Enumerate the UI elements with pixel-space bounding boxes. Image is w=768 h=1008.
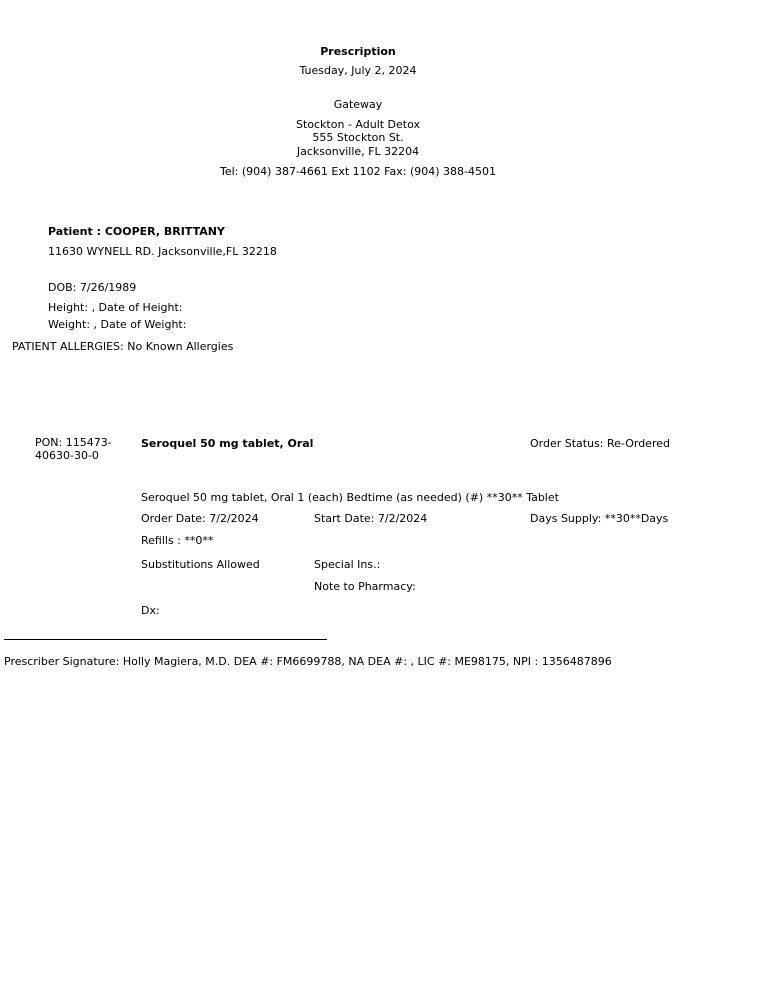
refills: Refills : **0** xyxy=(141,534,214,547)
substitutions: Substitutions Allowed xyxy=(141,558,260,571)
facility-contact: Tel: (904) 387-4661 Ext 1102 Fax: (904) 388-4501 xyxy=(220,165,496,178)
patient-address: 11630 WYNELL RD. Jacksonville,FL 32218 xyxy=(48,245,277,258)
signature-line xyxy=(4,639,327,640)
prescriber-signature: Prescriber Signature: Holly Magiera, M.D. DEA #: FM6699788, NA DEA #: , LIC #: ME98175, NPI : 1356487896 xyxy=(4,655,612,668)
facility-name: Gateway xyxy=(333,98,383,111)
start-date: Start Date: 7/2/2024 xyxy=(314,512,428,525)
note-to-pharmacy: Note to Pharmacy: xyxy=(314,580,416,593)
diagnosis: Dx: xyxy=(141,604,160,617)
days-supply: Days Supply: **30**Days xyxy=(530,512,669,525)
patient-dob: DOB: 7/26/1989 xyxy=(48,281,137,294)
patient-name: Patient : COOPER, BRITTANY xyxy=(48,225,225,238)
facility-address-line1: 555 Stockton St. xyxy=(312,131,404,144)
order-pon: PON: 115473-40630-30-0 xyxy=(35,436,112,462)
drug-title: Seroquel 50 mg tablet, Oral xyxy=(141,437,314,450)
facility-address-line2: Jacksonville, FL 32204 xyxy=(296,145,420,158)
facility-location: Stockton - Adult Detox xyxy=(295,118,421,131)
patient-weight: Weight: , Date of Weight: xyxy=(48,318,187,331)
document-title: Prescription xyxy=(320,45,396,58)
patient-allergies: PATIENT ALLERGIES: No Known Allergies xyxy=(12,340,234,353)
order-status: Order Status: Re-Ordered xyxy=(530,437,670,450)
document-date: Tuesday, July 2, 2024 xyxy=(299,64,417,77)
special-instructions: Special Ins.: xyxy=(314,558,381,571)
patient-height: Height: , Date of Height: xyxy=(48,301,183,314)
order-date: Order Date: 7/2/2024 xyxy=(141,512,259,525)
order-sig: Seroquel 50 mg tablet, Oral 1 (each) Bedtime (as needed) (#) **30** Tablet xyxy=(141,491,559,504)
